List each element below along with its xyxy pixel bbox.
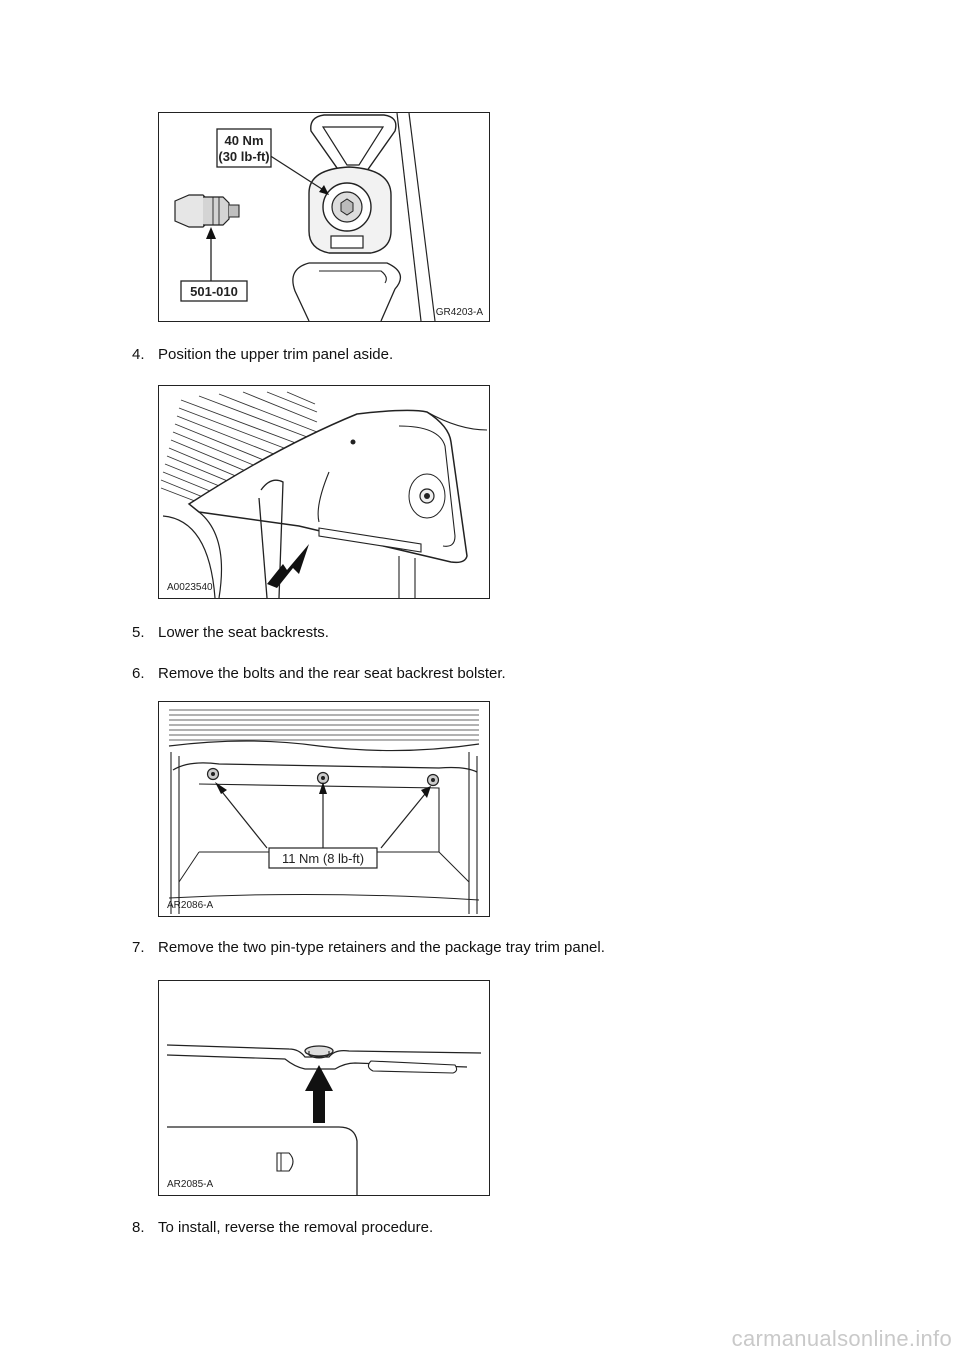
backrest-bolster-illustration bbox=[159, 702, 489, 916]
tool-callout: 501-010 bbox=[190, 284, 238, 299]
step-number: 5. bbox=[132, 624, 145, 641]
step-number: 6. bbox=[132, 665, 145, 682]
figure-package-tray bbox=[158, 980, 490, 1196]
watermark: carmanualsonline.info bbox=[731, 1326, 952, 1351]
step-7 bbox=[132, 938, 605, 958]
figure-code: A0023540 bbox=[167, 582, 213, 593]
step-text: To install, reverse the removal procedure. bbox=[158, 1219, 434, 1236]
step-number: 8. bbox=[132, 1219, 145, 1236]
figure-code: GR4203-A bbox=[435, 307, 483, 318]
package-tray-illustration bbox=[159, 981, 489, 1195]
torque-callout-lbft: (30 lb-ft) bbox=[218, 149, 270, 164]
step-8 bbox=[132, 1218, 433, 1238]
torque-callout: 11 Nm (8 lb-ft) bbox=[281, 851, 365, 866]
torque-callout-nm: 40 Nm bbox=[224, 133, 264, 148]
upper-trim-panel-illustration bbox=[159, 386, 489, 598]
figure-backrest-bolster bbox=[158, 701, 490, 917]
step-4 bbox=[132, 345, 393, 365]
figure-seatbelt-anchor bbox=[158, 112, 490, 322]
step-text: Lower the seat backrests. bbox=[158, 624, 329, 641]
step-number: 4. bbox=[132, 346, 145, 363]
figure-code: AR2085-A bbox=[167, 1179, 214, 1190]
figure-upper-trim-panel bbox=[158, 385, 490, 599]
step-text: Remove the bolts and the rear seat backrest bolster. bbox=[158, 665, 506, 682]
step-number: 7. bbox=[132, 939, 145, 956]
step-text: Position the upper trim panel aside. bbox=[158, 346, 394, 363]
seatbelt-anchor-illustration bbox=[159, 113, 489, 321]
step-6 bbox=[132, 664, 506, 684]
step-5 bbox=[132, 623, 329, 643]
figure-code: AR2086-A bbox=[167, 900, 214, 911]
step-text: Remove the two pin-type retainers and the package tray trim panel. bbox=[158, 939, 605, 956]
